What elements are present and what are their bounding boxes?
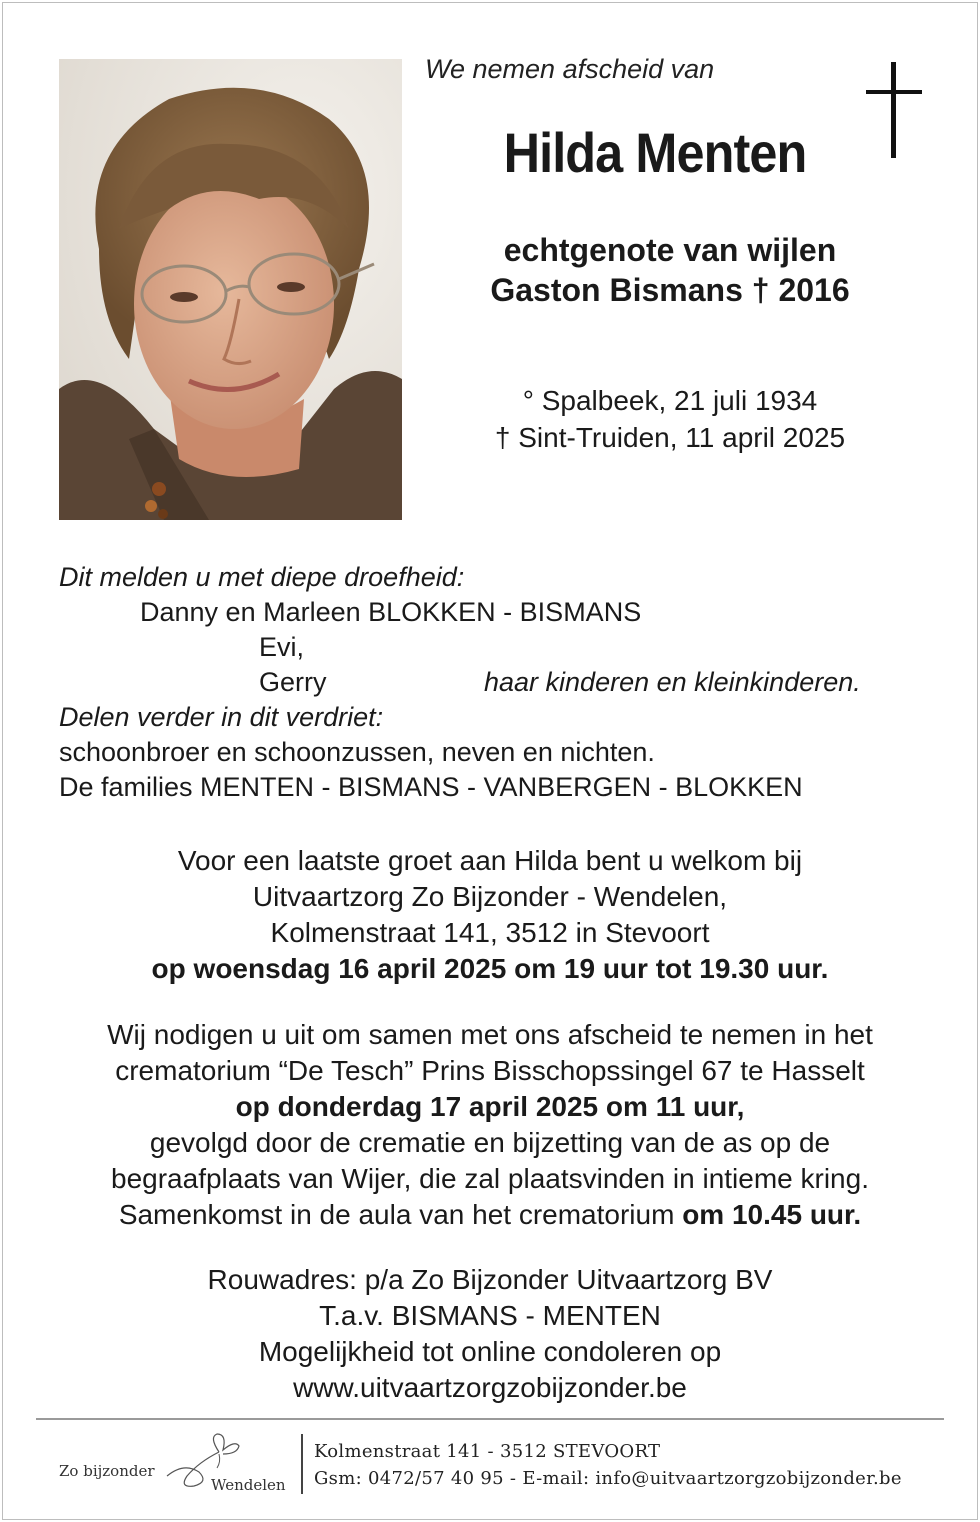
spouse-line-2: Gaston Bismans † 2016 [490,272,850,308]
relation-text: haar kinderen en kleinkinderen. [484,667,861,697]
ceremony-line-2: crematorium “De Tesch” Prins Bisschopssingel 67 te Hasselt [115,1055,865,1086]
ceremony-line-3: gevolgd door de crematie en bijzetting van de as op de [149,1127,831,1158]
ceremony-block [40,1017,940,1233]
grandchild-row [59,665,939,700]
cross-icon [866,62,922,158]
death-date: † Sint-Truiden, 11 april 2025 [494,422,846,453]
grandchild-1: Evi, [259,632,305,662]
logo-text-right: Wendelen [211,1476,286,1494]
gathering-text: Samenkomst in de aula van het crematorium [118,1199,675,1230]
grandchild-2: Gerry [259,667,327,697]
visit-line-3: Kolmenstraat 141, 3512 in Stevoort [270,917,710,948]
footer-separator [301,1434,303,1494]
visit-line-1: Voor een laatste groet aan Hilda bent u welkom bij [177,845,803,876]
visit-line-2: Uitvaartzorg Zo Bijzonder - Wendelen, [252,881,728,912]
gathering-line [40,1197,940,1233]
address-line-2: T.a.v. BISMANS - MENTEN [319,1300,661,1331]
condolence-website[interactable]: www.uitvaartzorgzobijzonder.be [293,1372,687,1403]
share-lead: Delen verder in dit verdriet: [59,702,384,732]
children-names: Danny en Marleen BLOKKEN - BISMANS [140,597,642,627]
address-line-3: Mogelijkheid tot online condoleren op [258,1336,722,1367]
footer-contact [314,1438,902,1492]
ceremony-time: op donderdag 17 april 2025 om 11 uur, [235,1091,745,1122]
ceremony-line-4: begraafplaats van Wijer, die zal plaatsvinden in intieme kring. [111,1163,869,1194]
address-line-1: Rouwadres: p/a Zo Bijzonder Uitvaartzorg BV [207,1264,773,1295]
footer-divider [36,1418,944,1420]
ceremony-line-1: Wij nodigen u uit om samen met ons afscheid te nemen in het [107,1019,873,1050]
funeral-home-logo [59,1432,299,1498]
spouse-info [425,230,915,310]
birth-date: ° Spalbeek, 21 juli 1934 [522,385,818,416]
life-dates [425,382,915,456]
announcement-block [59,560,939,805]
portrait-photo [59,59,402,520]
visitation-block [40,843,940,987]
relatives-text: schoonbroer en schoonzussen, neven en nichten. [59,737,655,767]
deceased-name: Hilda Menten [503,121,807,184]
logo-text-left: Zo bijzonder [59,1462,155,1480]
spouse-line-1: echtgenote van wijlen [503,232,837,268]
intro-text: We nemen afscheid van [425,54,715,84]
mourning-address-block [40,1262,940,1406]
footer-phone-email: Gsm: 0472/57 40 95 - E-mail: info@uitvaartzorgzobijzonder.be [314,1468,902,1489]
families-text: De families MENTEN - BISMANS - VANBERGEN - BLOKKEN [59,772,803,802]
announcement-lead: Dit melden u met diepe droefheid: [59,562,465,592]
gathering-time: om 10.45 uur. [682,1199,862,1230]
footer-street: Kolmenstraat 141 - 3512 STEVOORT [314,1441,661,1462]
visit-time: op woensdag 16 april 2025 om 19 uur tot 19.30 uur. [151,953,829,984]
